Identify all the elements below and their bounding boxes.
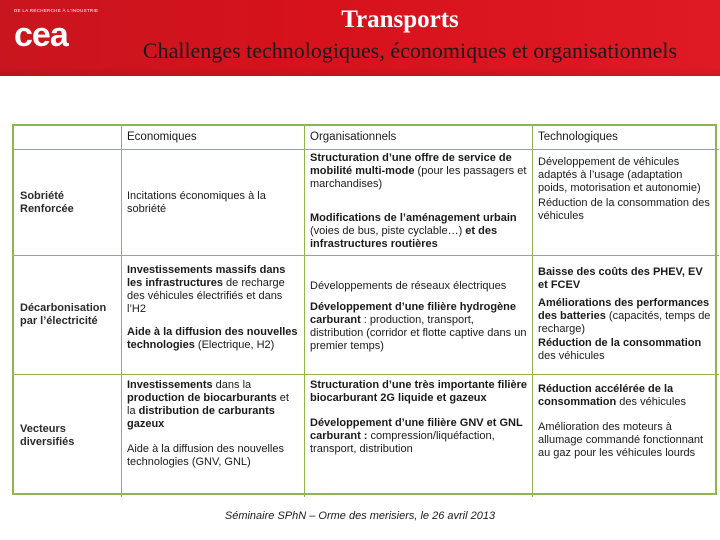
cell-text: et la [127,392,289,417]
cell-paragraph: Aide à la diffusion des nouvelles technologies (GNV, GNL) [127,443,284,468]
cell-paragraph [127,264,299,316]
cell-decarbonisation-technologiques [533,256,719,375]
logo-tagline: DE LA RECHERCHE À L'INDUSTRIE [14,8,99,13]
cell-paragraph: Développements de réseaux électriques [310,280,507,292]
cell-text: des véhicules [616,396,686,408]
page-subtitle: Challenges technologiques, économiques et organisationnels [142,38,678,63]
row-header-decarbonisation: Décarbonisation par l’électricité [14,256,122,375]
cell-vecteurs-technologiques [533,375,719,497]
cell-text-strong: Investissements [127,379,213,391]
cell-text: des véhicules [538,350,605,362]
footer-caption: Séminaire SPhN – Orme des merisiers, le 26 avril 2013 [224,510,496,522]
cell-text: (Electrique, H2) [194,339,275,351]
cell-text: (capacités, temps de recharge) [538,310,711,335]
cell-paragraph [310,301,527,353]
page-title: Transports [341,6,459,33]
cell-paragraph [310,417,527,456]
cell-text-strong: Développement d’une filière GNV et GNL carburant : [310,417,523,442]
cell-paragraph [127,326,299,352]
cell-paragraph-strong: Structuration d’une très importante filière biocarburant 2G liquide et gazeux [310,379,527,404]
cell-text: Incitations économiques à la sobriété [127,189,266,215]
cell-paragraph [127,379,299,431]
cell-text-strong: Améliorations des performances des batteries [538,297,710,322]
column-header-technologiques: Technologiques [533,126,719,150]
cea-logo [14,8,104,60]
cell-paragraph-strong: Baisse des coûts des PHEV, EV et FCEV [538,266,703,291]
cell-paragraph [310,212,527,251]
column-header-economiques: Economiques [122,126,305,150]
cell-text-strong: Réduction de la consommation [538,337,702,349]
cell-text: dans la [212,379,252,391]
cell-paragraph: Développement de véhicules adaptés à l’usage (adaptation poids, motorisation et autonomie) [538,156,701,194]
logo-wordmark: cea [14,16,68,54]
row-header-sobriete: Sobriété Renforcée [14,150,122,256]
cell-paragraph [310,152,527,191]
cell-decarbonisation-economiques [122,256,305,375]
row-header-vecteurs: Vecteurs diversifiés [14,375,122,497]
cell-text: (voies de bus, piste cyclable…) [310,225,466,237]
cell-vecteurs-organisationnels [305,375,533,497]
cell-text-strong: Modifications de l’aménagement urbain [310,212,517,224]
cell-text: (pour les passagers et marchandises) [310,165,527,190]
cell-text: : production, transport, distribution (corridor et flotte captive dans un premier temps) [310,314,527,352]
cell-paragraph: Réduction de la consommation des véhicules [538,197,710,222]
cell-text-strong: production de biocarburants [127,392,277,404]
cell-sobriete-technologiques [533,150,719,256]
table-corner-cell [14,126,122,150]
cell-decarbonisation-organisationnels [305,256,533,375]
cell-paragraph [538,297,714,336]
cell-paragraph: Amélioration des moteurs à allumage commandé fonctionnant au gaz pour les véhicules lourds [538,421,704,459]
cell-paragraph [538,337,714,363]
cell-text-strong: Investissements massifs dans les infrastructures [127,264,286,289]
cell-sobriete-organisationnels [305,150,533,256]
cell-text: compression/liquéfaction, transport, distribution [310,430,495,455]
cell-text-strong: distribution de carburants gazeux [127,405,275,430]
cell-text-strong: Structuration d’une offre de service de mobilité multi-mode [310,152,512,177]
cell-paragraph [538,383,714,409]
cell-vecteurs-economiques [122,375,305,497]
challenges-table [12,124,717,495]
cell-sobriete-economiques [122,150,305,256]
cell-text: de recharge des véhicules électrifiés et dans l’H2 [127,277,285,315]
cell-text-strong: Réduction accélérée de la consommation [538,383,674,408]
column-header-organisationnels: Organisationnels [305,126,533,150]
cell-text-strong: et des infrastructures routières [310,225,498,250]
cell-text-strong: Aide à la diffusion des nouvelles technologies [127,326,298,351]
cell-text-strong: Développement d’une filière hydrogène carburant [310,301,516,326]
